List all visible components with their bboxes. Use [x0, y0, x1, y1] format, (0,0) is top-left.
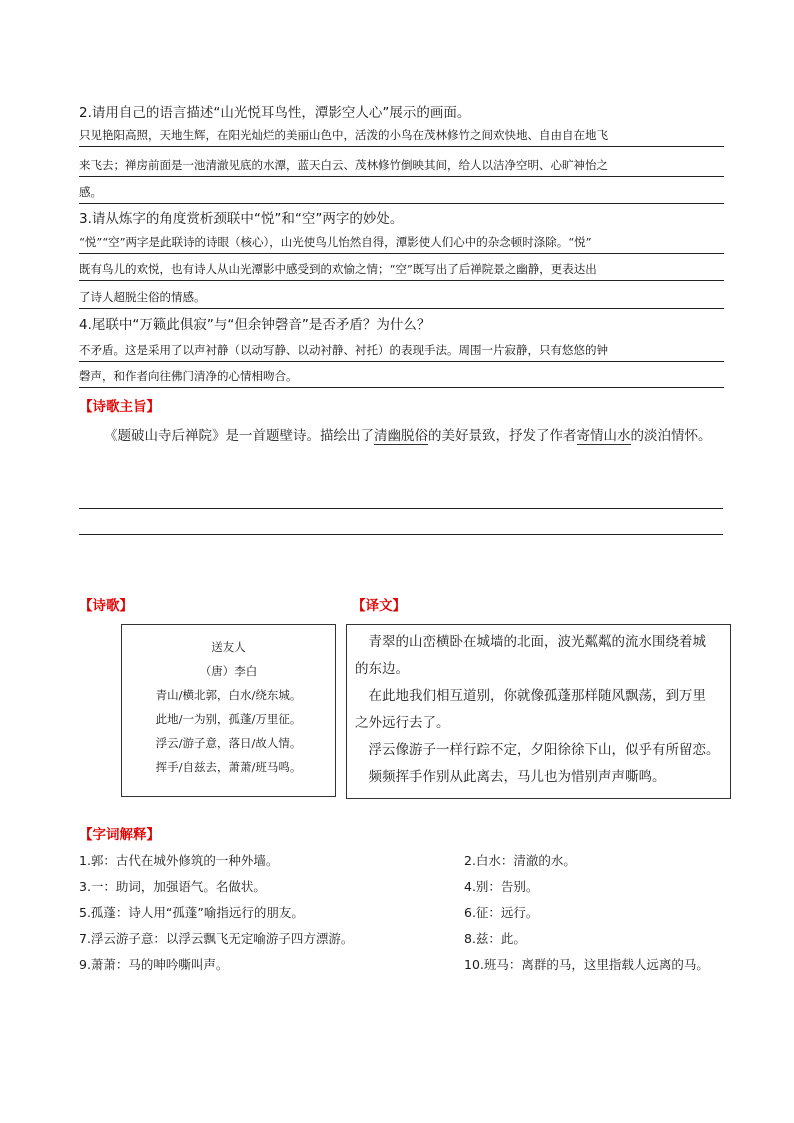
- glossary-item-4: 4.别：告别。: [464, 879, 539, 894]
- glossary-item-5: 5.孤蓬：诗人用“孤蓬”喻指远行的朋友。: [79, 905, 304, 920]
- theme-underline-1: 清幽脱俗: [374, 428, 428, 444]
- question-2-answer-line-3: 感。: [79, 182, 724, 204]
- glossary-item-2: 2.白水：清澈的水。: [464, 853, 576, 868]
- translation-box: [346, 624, 731, 799]
- glossary-item-6: 6.征：远行。: [464, 905, 539, 920]
- translation-line-5: 浮云像游子一样行踪不定，夕阳徐徐下山，似乎有所留恋。: [355, 742, 720, 758]
- glossary-left-column: [79, 848, 353, 978]
- question-3-answer-line-1: “悦”“空”两字是此联诗的诗眼（核心），山光使鸟儿怡然自得，潭影使人们心中的杂念顿时涤除。“悦”: [79, 232, 724, 254]
- divider-line-1: [79, 508, 723, 509]
- poem-title: 送友人: [211, 640, 246, 654]
- question-4-answer-line-1: 不矛盾。这是采用了以声衬静（以动写静、以动衬静、衬托）的表现手法。周围一片寂静，只有悠悠的钟: [79, 340, 724, 362]
- glossary-heading: 【字词解释】: [79, 827, 160, 843]
- question-4-answer-line-2: 磬声，和作者向往佛门清净的心情相吻合。: [79, 366, 724, 388]
- poem-line-2: 此地/一为别，孤蓬/万里征。: [155, 712, 302, 726]
- glossary-right-column: [464, 848, 709, 978]
- theme-paragraph: [104, 427, 712, 445]
- question-3-prompt: 3.请从炼字的角度赏析颈联中“悦”和“空”两字的妙处。: [79, 211, 404, 227]
- question-2-answer-line-2: 来飞去；禅房前面是一池清澈见底的水潭，蓝天白云、茂林修竹倒映其间，给人以洁净空明、心旷神怡之: [79, 155, 724, 177]
- divider-line-2: [79, 534, 723, 535]
- poem-author: （唐）李白: [199, 664, 258, 678]
- translation-heading: 【译文】: [352, 598, 406, 614]
- translation-line-2: 的东边。: [355, 661, 409, 677]
- theme-underline-2: 寄情山水: [576, 428, 631, 444]
- poem-heading: 【诗歌】: [79, 598, 133, 614]
- glossary-item-10: 10.班马：离群的马，这里指载人远离的马。: [464, 957, 709, 972]
- poem-line-1: 青山/横北郭，白水/绕东城。: [155, 688, 302, 702]
- poem-box: [121, 624, 336, 797]
- glossary-item-8: 8.兹：此。: [464, 931, 526, 946]
- theme-text-1: 《题破山寺后禅院》是一首题壁诗。描绘出了: [104, 428, 374, 444]
- glossary-item-7: 7.浮云游子意：以浮云飘飞无定喻游子四方漂游。: [79, 931, 354, 946]
- translation-line-6: 频频挥手作别从此离去，马儿也为惜别声声嘶鸣。: [355, 769, 666, 785]
- theme-heading: 【诗歌主旨】: [79, 399, 160, 415]
- question-2-answer-line-1: 只见艳阳高照，天地生辉，在阳光灿烂的美丽山色中，活泼的小鸟在茂林修竹之间欢快地、自由自在地飞: [79, 125, 724, 147]
- glossary-item-9: 9.萧萧：马的呻吟嘶叫声。: [79, 957, 229, 972]
- theme-text-3: 的淡泊情怀。: [630, 428, 712, 444]
- question-2-prompt: 2.请用自己的语言描述“山光悦耳鸟性，潭影空人心”展示的画面。: [79, 105, 471, 121]
- question-3-answer-line-2: 既有鸟儿的欢悦，也有诗人从山光潭影中感受到的欢愉之情；“空”既写出了后禅院景之幽静，更表达出: [79, 259, 724, 281]
- glossary-item-3: 3.一：助词，加强语气。名做状。: [79, 879, 266, 894]
- translation-line-3: 在此地我们相互道别，你就像孤蓬那样随风飘荡，到万里: [355, 688, 706, 704]
- glossary-item-1: 1.郭：古代在城外修筑的一种外墙。: [79, 853, 279, 868]
- question-4-prompt: 4.尾联中“万籁此俱寂”与“但余钟磬音”是否矛盾？为什么？: [79, 317, 431, 333]
- theme-text-2: 的美好景致，抒发了作者: [428, 428, 577, 444]
- translation-line-1: 青翠的山峦横卧在城墙的北面，波光粼粼的流水围绕着城: [355, 634, 706, 650]
- translation-line-4: 之外远行去了。: [355, 715, 450, 731]
- question-3-answer-line-3: 了诗人超脱尘俗的情感。: [79, 287, 724, 309]
- poem-line-3: 浮云/游子意，落日/故人情。: [155, 736, 302, 750]
- poem-line-4: 挥手/自兹去，萧萧/班马鸣。: [155, 760, 302, 774]
